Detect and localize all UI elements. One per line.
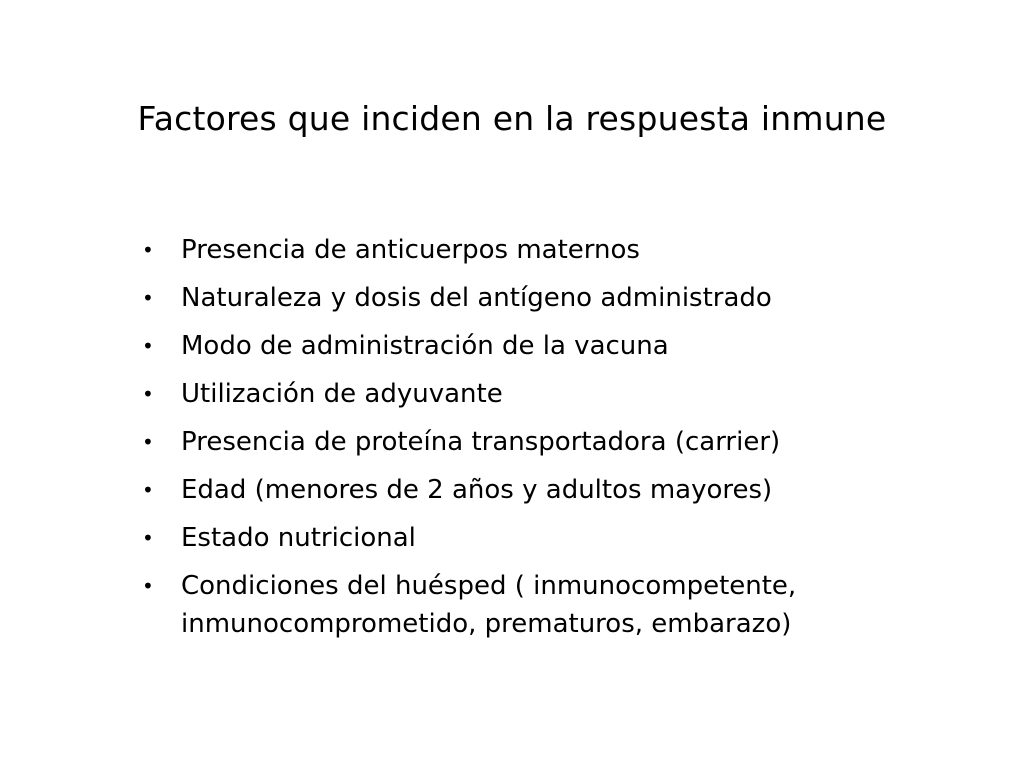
bullet-icon: • (142, 238, 154, 262)
bullet-icon: • (142, 526, 154, 550)
bullet-icon: • (142, 430, 154, 454)
list-item (142, 562, 941, 643)
list-item-text: Condiciones del huésped ( inmunocompetente, inmunocomprometido, prematuros, embarazo) (181, 571, 797, 639)
list-item-text: Edad (menores de 2 años y adultos mayores) (181, 475, 773, 505)
list-item (142, 370, 982, 418)
list-item-text: Presencia de anticuerpos maternos (181, 235, 640, 265)
list-item-text: Estado nutricional (181, 523, 416, 553)
bullet-icon: • (142, 478, 154, 502)
slide-title: Factores que inciden en la respuesta inmune (137, 99, 887, 138)
list-item-text: Presencia de proteína transportadora (carrier) (181, 427, 781, 457)
bullet-icon: • (142, 382, 154, 406)
list-item (142, 418, 982, 466)
list-item-text: Utilización de adyuvante (181, 379, 503, 409)
list-item (142, 466, 982, 514)
list-item (142, 514, 982, 562)
list-item (142, 226, 982, 274)
bullet-list (142, 226, 982, 643)
bullet-icon: • (142, 286, 154, 310)
bullet-icon: • (142, 334, 154, 358)
list-item (142, 322, 982, 370)
list-item-text: Modo de administración de la vacuna (181, 331, 669, 361)
list-item (142, 274, 982, 322)
list-item-text: Naturaleza y dosis del antígeno administrado (181, 283, 772, 313)
bullet-icon: • (142, 574, 154, 598)
